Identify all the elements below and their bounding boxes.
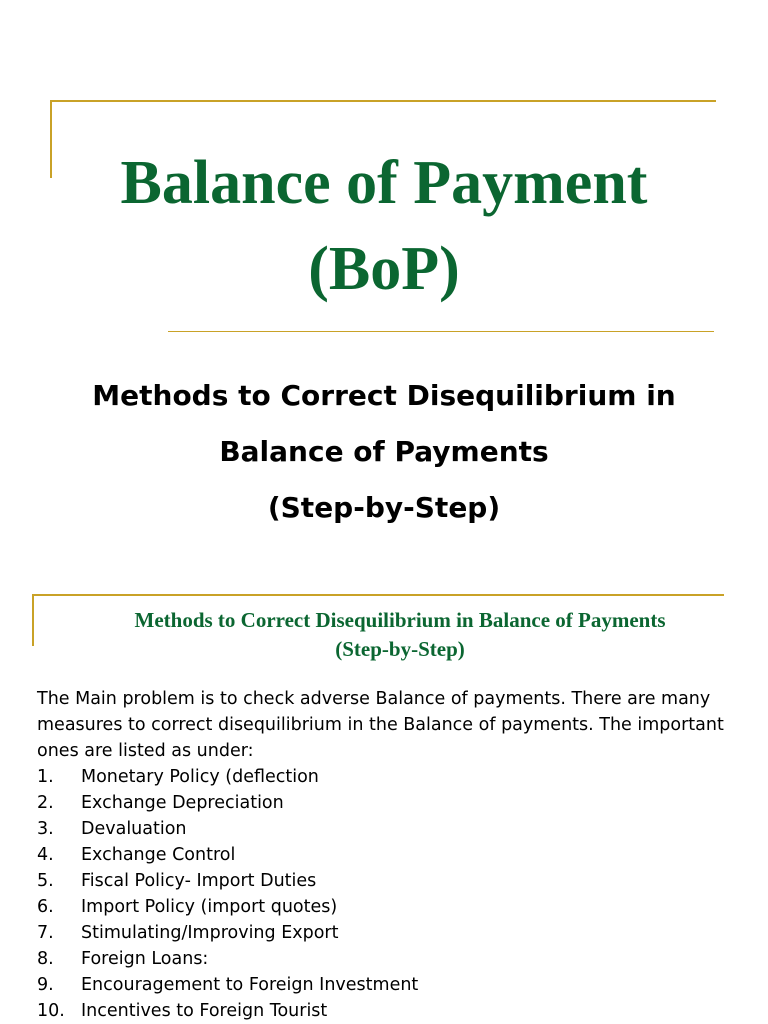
list-item: [37, 842, 737, 868]
methods-list: [37, 764, 737, 1024]
main-title-line-2: (BoP): [308, 235, 460, 303]
main-title-line-1: Balance of Payment: [120, 149, 648, 217]
list-text: Stimulating/Improving Export: [81, 923, 339, 943]
list-number: 2.: [37, 793, 54, 813]
subtitle-line-1: Methods to Correct Disequilibrium in: [92, 379, 676, 412]
list-text: Foreign Loans:: [81, 949, 209, 969]
list-text: Fiscal Policy- Import Duties: [81, 871, 317, 891]
subtitle-line-3: (Step-by-Step): [267, 491, 501, 524]
list-item: [37, 920, 737, 946]
list-item: [37, 790, 737, 816]
list-number: 10.: [37, 1001, 65, 1021]
bottom-horizontal-rule: [168, 331, 714, 332]
slide2-body: [37, 686, 737, 1024]
slide2-horizontal-rule: [32, 594, 724, 596]
slide2-title: [70, 606, 730, 664]
list-number: 6.: [37, 897, 54, 917]
list-number: 1.: [37, 767, 54, 787]
list-item: [37, 816, 737, 842]
list-item: [37, 894, 737, 920]
list-item: [37, 998, 737, 1024]
list-text: Import Policy (import quotes): [81, 897, 338, 917]
list-text: Incentives to Foreign Tourist: [81, 1001, 328, 1021]
subtitle: [20, 368, 748, 536]
slide2-title-line-1: Methods to Correct Disequilibrium in Balance of Payments: [134, 608, 666, 632]
list-text: Monetary Policy (deflection: [81, 767, 319, 787]
list-item: [37, 764, 737, 790]
list-item: [37, 868, 737, 894]
list-text: Devaluation: [81, 819, 187, 839]
list-number: 9.: [37, 975, 54, 995]
top-horizontal-rule: [50, 100, 716, 102]
list-text: Encouragement to Foreign Investment: [81, 975, 419, 995]
slide2-title-line-2: (Step-by-Step): [335, 637, 465, 661]
main-title: [40, 140, 728, 312]
subtitle-line-2: Balance of Payments: [219, 435, 549, 468]
list-item: [37, 972, 737, 998]
intro-paragraph: The Main problem is to check adverse Balance of payments. There are many measures to correct disequilibrium in the Balance of payments. The important ones are listed as under:: [37, 689, 724, 761]
content-slide: [0, 590, 768, 1024]
list-text: Exchange Depreciation: [81, 793, 284, 813]
list-text: Exchange Control: [81, 845, 236, 865]
list-number: 7.: [37, 923, 54, 943]
list-item: [37, 946, 737, 972]
list-number: 8.: [37, 949, 54, 969]
list-number: 3.: [37, 819, 54, 839]
list-number: 4.: [37, 845, 54, 865]
slide2-vertical-rule: [32, 594, 34, 646]
list-number: 5.: [37, 871, 54, 891]
